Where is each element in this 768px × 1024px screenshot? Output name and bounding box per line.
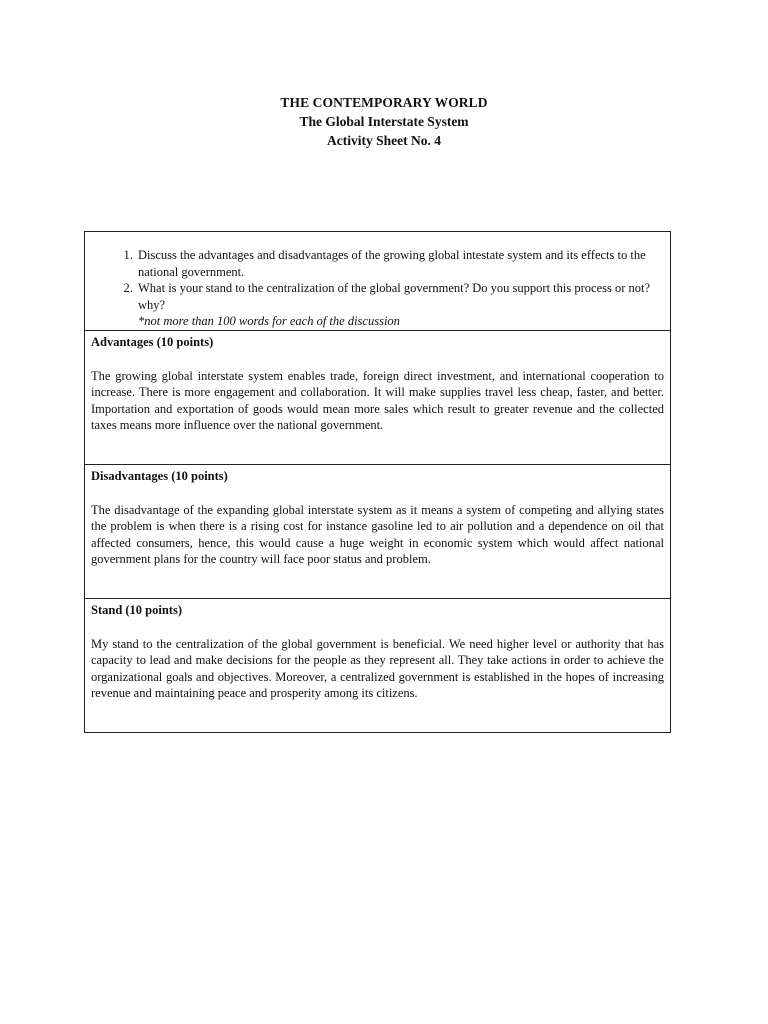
activity-table [84,231,671,733]
disadvantages-heading: Disadvantages (10 points) [91,469,228,483]
instruction-item-2-text: What is your stand to the centralization of the global government? Do you support this process or not? why? [138,281,651,312]
document-header [0,93,768,150]
instructions-cell [85,232,670,330]
stand-section [85,598,670,732]
advantages-section [85,330,670,464]
stand-heading: Stand (10 points) [91,603,182,617]
disadvantages-answer: The disadvantage of the expanding global interstate system as it means a system of competing and allying states the problem is when there is a rising cost for instance gasoline led to air pollution and a dependence on oil that affected consumers, hence, this would cause a huge weight in economic system which would affect national government plans for the country will face poor status and problem. [91,502,664,566]
instruction-item-2 [136,280,660,330]
stand-answer: My stand to the centralization of the global government is beneficial. We need higher level or authority that has capacity to lead and make decisions for the people as they represent all. They take actions in order to achieve the organizational goals and objectives. Moreover, a centralized government is established in the hopes of increasing revenue and maintaining peace and prosperity among its citizens. [91,636,664,700]
instruction-item-1: 1. Discuss the advantages and disadvantages of the growing global intestate system and its effects to the national government. [136,247,660,280]
document-title: THE CONTEMPORARY WORLD [280,95,488,110]
advantages-answer: The growing global interstate system enables trade, foreign direct investment, and international cooperation to increase. There is more engagement and collaboration. It will make supplies travel less cheap, faster, and better. Importation and exportation of goods would mean more sales which result to greater revenue and the collected taxes means more influence over the national government. [91,368,664,432]
document-subtitle: The Global Interstate System [299,114,469,129]
activity-sheet-label: Activity Sheet No. 4 [327,133,441,148]
disadvantages-section [85,464,670,598]
instructions-list [85,247,660,330]
word-limit-note: *not more than 100 words for each of the discussion [138,314,400,328]
advantages-heading: Advantages (10 points) [91,335,214,349]
